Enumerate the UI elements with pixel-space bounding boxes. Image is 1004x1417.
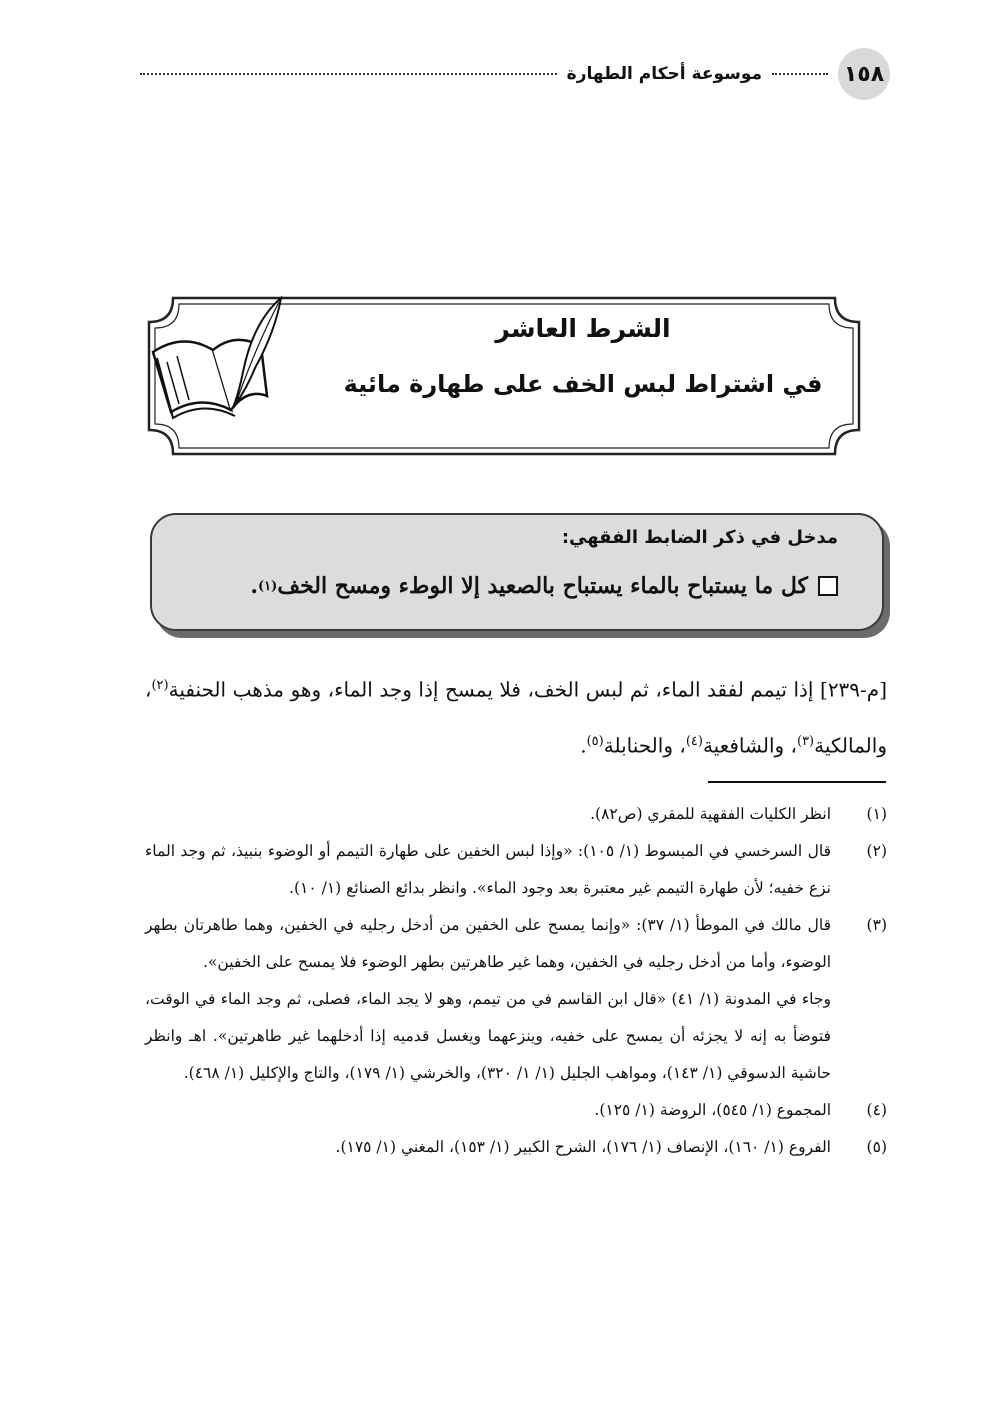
footnote-separator	[708, 781, 886, 783]
footnote-item	[145, 833, 887, 907]
header-dots-right	[772, 73, 828, 75]
footnote-ref: (٤)	[685, 733, 703, 749]
footnote-item	[145, 796, 887, 833]
book-quill-icon	[143, 292, 283, 422]
chapter-subtitle: في اشتراط لبس الخف على طهارة مائية	[343, 370, 823, 398]
rule-end: .	[250, 573, 259, 599]
rule-line	[250, 573, 838, 599]
footnote-number: (٤)	[866, 1101, 887, 1119]
footnote-number: (١)	[866, 805, 887, 823]
footnote-text: انظر الكليات الفقهية للمقري (ص٨٢).	[590, 805, 831, 823]
footnote-ref: (١)	[258, 578, 278, 594]
footnote-text: الفروع (١/ ١٦٠)، الإنصاف (١/ ١٧٦)، الشرح الكبير (١/ ١٥٣)، المغني (١/ ١٧٥).	[335, 1138, 831, 1156]
footnote-item	[145, 1129, 887, 1166]
rule-text: كل ما يستباح بالماء يستباح بالصعيد إلا الوطء ومسح الخف	[277, 573, 808, 599]
page-header	[140, 48, 890, 100]
footnote-body	[145, 833, 831, 907]
footnote-ref: (٣)	[796, 733, 815, 749]
body-text-end: .	[580, 733, 587, 758]
body-paragraph	[145, 660, 887, 771]
footnote-body	[145, 907, 831, 1092]
footnote-body	[145, 1129, 831, 1166]
footnote-text: قال السرخسي في المبسوط (١/ ١٠٥): «وإذا لبس الخفين على طهارة التيمم أو الوضوء بنبيذ، ثم وجد الماء نزع خفيه؛ لأن طهارة التيمم غير معتبرة بعد وجود الماء». وانظر بدائع الصنائع (١/ ١٠).	[145, 842, 831, 897]
page-number: ١٥٨	[838, 48, 890, 100]
footnote-number: (٥)	[866, 1138, 887, 1156]
footnote-ref: (٥)	[586, 733, 604, 749]
body-text: ، والحنابلة	[603, 733, 686, 758]
header-dots-left	[140, 73, 557, 75]
footnote-number: (٢)	[866, 842, 887, 860]
footnote-item	[145, 907, 887, 1092]
footnote-number: (٣)	[866, 916, 887, 934]
footnotes-list	[145, 796, 887, 1166]
body-text: ، والشافعية	[702, 733, 797, 758]
body-text-start: [م-٢٣٩] إذا تيمم لفقد الماء، ثم لبس الخف، فلا يمسح إذا وجد الماء، وهو مذهب الحنفية	[168, 677, 887, 702]
footnote-body	[145, 796, 831, 833]
chapter-title: الشرط العاشر	[495, 314, 671, 343]
footnote-text: وجاء في المدونة (١/ ٤١) «قال ابن القاسم في من تيمم، وهو لا يجد الماء، فصلى، ثم وجد الماء في الوقت، فتوضأ به إنه لا يجزئه أن يمسح على خفيه، وينزعهما ويغسل قدميه إذا أدخلهما غير طاهرتين». اهـ وانظر حاشية الدسوقي (١/ ١٤٣)، ومواهب الجليل (١/ ١/ ٣٢٠)، والخرشي (١/ ١٧٩)، والتاج والإكليل (١/ ٤٦٨).	[145, 990, 831, 1082]
footnote-text: المجموع (١/ ٥٤٥)، الروضة (١/ ١٢٥).	[594, 1101, 831, 1119]
rule-box	[150, 513, 884, 631]
rule-heading: مدخل في ذكر الضابط الفقهي:	[561, 527, 838, 548]
title-frame	[143, 292, 865, 460]
footnote-ref: (٢)	[151, 678, 169, 693]
running-title: موسوعة أحكام الطهارة	[566, 64, 762, 84]
body-text: ، والمالكية	[145, 677, 887, 758]
footnote-item	[145, 1092, 887, 1129]
footnote-text: قال مالك في الموطأ (١/ ٣٧): «وإنما يمسح على الخفين من أدخل رجليه في الخفين، وهما طاهرتان بطهر الوضوء، وأما من أدخل رجليه في الخفين، وهما غير طاهرتين بطهر الوضوء فلا يمسح على الخفين».	[145, 916, 831, 971]
footnote-body	[145, 1092, 831, 1129]
square-bullet-icon	[818, 576, 838, 596]
